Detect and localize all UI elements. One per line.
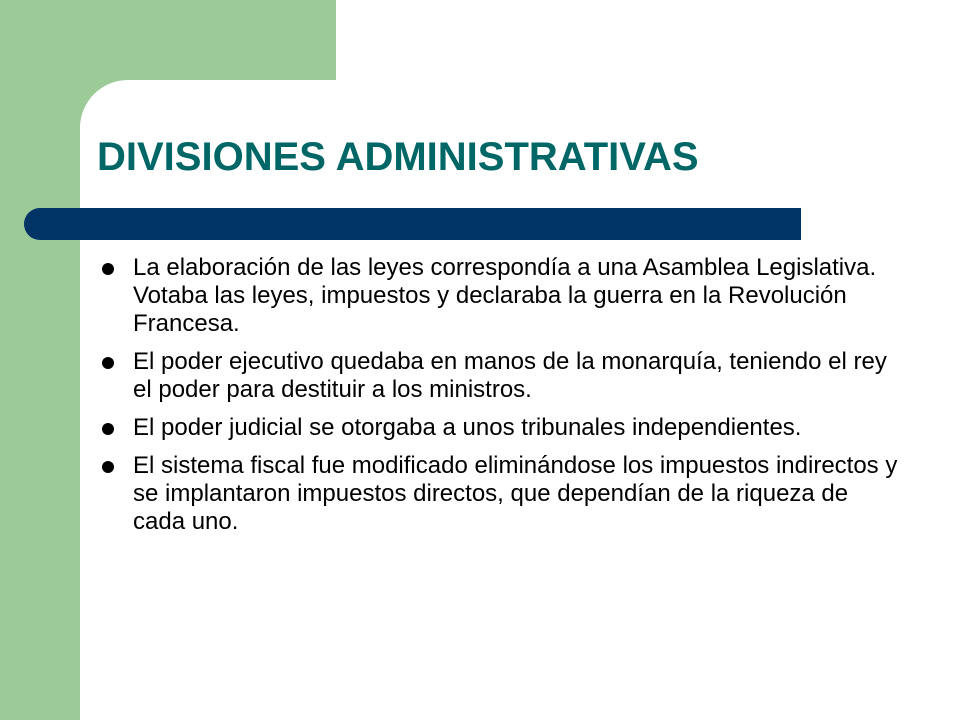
slide-title: DIVISIONES ADMINISTRATIVAS [97,135,699,179]
bullet-item [100,414,900,442]
bullet-dot-icon [102,461,114,473]
bullet-text: El sistema fiscal fue modificado eliminándose los impuestos indirectos y se implantaron impuestos directos, que dependían de la riqueza de cada uno. [133,452,898,535]
bullet-item [100,254,900,338]
bullet-dot-icon [102,423,114,435]
bullet-item [100,452,900,536]
bullet-text: La elaboración de las leyes correspondía a una Asamblea Legislativa. Votaba las leyes, impuestos y declaraba la guerra en la Revolución Francesa. [133,254,877,337]
bullet-dot-icon [102,263,114,275]
bullet-dot-icon [102,357,114,369]
title-underline-bar [24,208,801,240]
bullet-item [100,348,900,404]
bullet-text: El poder judicial se otorgaba a unos tribunales independientes. [133,414,802,441]
bullet-text: El poder ejecutivo quedaba en manos de la monarquía, teniendo el rey el poder para destituir a los ministros. [133,348,887,403]
bullet-list [100,254,900,546]
